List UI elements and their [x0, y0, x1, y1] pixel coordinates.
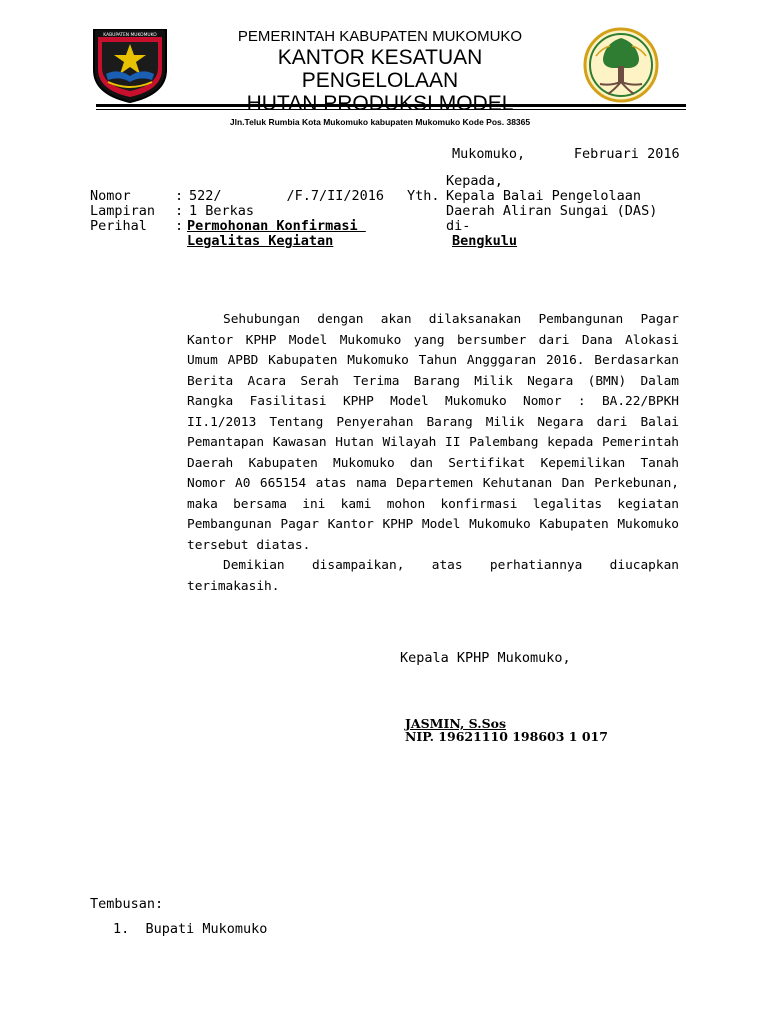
forestry-tree-logo: [582, 26, 660, 104]
lampiran-colon: :: [175, 203, 184, 219]
svg-text:KABUPATEN MUKOMUKO: KABUPATEN MUKOMUKO: [103, 33, 157, 38]
body-paragraph-2-line-2: terimakasih.: [187, 578, 280, 594]
recipient-kepada: Kepada,: [446, 173, 503, 189]
lampiran-value: 1 Berkas: [189, 203, 255, 219]
office-name-line-1: KANTOR KESATUAN: [277, 46, 483, 69]
perihal-line-2: Legalitas Kegiatan: [187, 233, 334, 249]
body-paragraph-1: Sehubungan dengan akan dilaksanakan Pembangunan Pagar Kantor KPHP Model Mukomuko yang bersumber dari Dana Alokasi Umum APBD Kabupaten Mukomuko Tahun Angggaran 2016. Berdasarkan Berita Acara Serah Terima Barang Milik Negara (BMN) Dalam Rangka Fasilitasi KPHP Model Mukomuko Nomor : BA.22/BPKH II.1/2013 Tentang Penyerahan Barang Milik Negara dari Balai Pemantapan Kawasan Hutan Wilayah II Palembang kepada Pemerintah Daerah Kabupaten Mukomuko dan Sertifikat Kepemilikan Tanah Nomor A0 665154 atas nama Departemen Kehutanan Dan Perkebunan, maka bersama ini kami mohon konfirmasi legalitas kegiatan Pembangunan Pagar Kantor KPHP Model Mukomuko Kabupaten Mukomuko tersebut diatas.: [187, 312, 679, 553]
lampiran-label: Lampiran: [90, 203, 156, 219]
letterhead-rule-thin: [96, 109, 686, 110]
recipient-city: Bengkulu: [452, 233, 518, 249]
signature-title: Kepala KPHP Mukomuko,: [400, 650, 571, 666]
place-date: Mukomuko, Februari 2016: [452, 146, 680, 162]
signatory-name: JASMIN, S.Sos: [405, 716, 506, 731]
body-paragraph-2-line-1: Demikian disampaikan, atas perhatiannya diucapkan: [223, 558, 679, 573]
letterhead-rule: [96, 104, 686, 107]
signatory-nip: NIP. 19621110 198603 1 017: [405, 729, 608, 744]
perihal-line-1: Permohonan Konfirmasi: [187, 218, 366, 234]
nomor-label: Nomor: [90, 188, 131, 204]
office-name-line-2: PENGELOLAAN: [301, 69, 459, 92]
letter-body: [187, 310, 679, 597]
government-name: PEMERINTAH KABUPATEN MUKOMUKO: [237, 28, 523, 45]
recipient-yth: Yth.: [407, 188, 440, 204]
nomor-colon: :: [175, 188, 184, 204]
recipient-line-2: Daerah Aliran Sungai (DAS): [446, 203, 658, 219]
recipient-line-1: Kepala Balai Pengelolaan: [446, 188, 642, 204]
cc-label: Tembusan:: [90, 896, 164, 912]
nomor-value: 522/ /F.7/II/2016: [189, 188, 385, 204]
perihal-colon: :: [175, 218, 184, 234]
office-address: Jln.Teluk Rumbia Kota Mukomuko kabupaten Mukomuko Kode Pos. 38365: [229, 117, 531, 127]
perihal-label: Perihal: [90, 218, 147, 234]
recipient-di: di-: [446, 218, 471, 234]
cc-item: 1. Bupati Mukomuko: [113, 921, 268, 937]
